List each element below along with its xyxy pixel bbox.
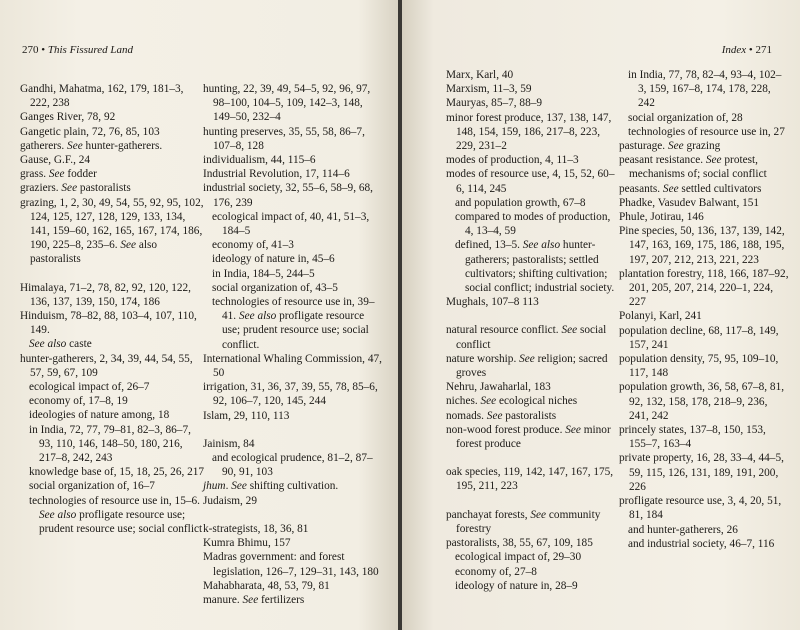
index-entry: profligate resource use, 3, 4, 20, 51, 81, 184 <box>619 495 782 522</box>
right-page-number: 271 <box>755 44 772 56</box>
index-entry: private property, 16, 28, 33–4, 44–5, 59, 115, 126, 131, 189, 191, 200, 226 <box>619 452 784 493</box>
book-title: This Fissured Land <box>47 44 134 56</box>
index-column-left-1 <box>20 82 205 536</box>
index-entry: hunting, 22, 39, 49, 54–5, 92, 96, 97, 98–100, 104–5, 109, 142–3, 148, 149–50, 232–4 <box>203 83 371 124</box>
right-page <box>402 0 800 630</box>
index-entry: grazing, 1, 2, 30, 49, 54, 55, 92, 95, 102, 124, 125, 127, 128, 129, 133, 134, 141, 159–60, 162, 165, 167, 174, 186, 190, 225–8, 235–6. See also pastoralists <box>20 196 204 266</box>
index-subentry: economy of, 27–8 <box>455 565 537 578</box>
index-entry: minor forest produce, 137, 138, 147, 148, 154, 159, 186, 217–8, 223, 229, 231–2 <box>446 111 612 153</box>
index-subentry: social organization of, 28 <box>628 111 743 124</box>
index-entry: Phadke, Vasudev Balwant, 151 <box>619 196 760 209</box>
index-entry: Industrial Revolution, 17, 114–6 <box>203 168 350 181</box>
index-subentry: knowledge base of, 15, 18, 25, 26, 217 <box>29 466 205 479</box>
index-entry: population growth, 36, 58, 67–8, 81, 92, 132, 158, 178, 218–9, 236, 241, 242 <box>619 381 785 422</box>
index-subentry: defined, 13–5. See also hunter-gatherers; pastoralists; settled cultivators; shifting cultivation; social conflict; industrial society. <box>455 239 615 295</box>
header-separator: • <box>41 44 46 56</box>
index-subentry: compared to modes of production, 4, 13–4, 59 <box>455 211 611 238</box>
index-entry: pasturage. See grazing <box>619 140 721 153</box>
index-subentry: technologies of resource use in, 27 <box>628 125 785 138</box>
index-entry: Mauryas, 85–7, 88–9 <box>446 97 543 110</box>
index-entry: natural resource conflict. See social conflict <box>446 324 607 351</box>
index-entry: Ganges River, 78, 92 <box>20 111 116 124</box>
left-page-number: 270 <box>22 44 39 56</box>
index-section-gap <box>446 309 616 323</box>
index-entry: industrial society, 32, 55–6, 58–9, 68, 176, 239 <box>203 182 373 209</box>
index-subentry: economy of, 17–8, 19 <box>29 395 128 408</box>
index-entry: Kumra Bhimu, 157 <box>203 537 291 550</box>
index-section-gap <box>446 451 616 465</box>
index-subentry: and hunter-gatherers, 26 <box>628 523 738 536</box>
index-subentry: in India, 72, 77, 79–81, 82–3, 86–7, 93, 110, 146, 148–50, 180, 216, 217–8, 242, 243 <box>29 423 191 465</box>
index-entry: plantation forestry, 118, 166, 187–92, 201, 205, 207, 214, 220–1, 224, 227 <box>619 267 789 309</box>
index-entry: Phule, Jotirau, 146 <box>619 211 704 224</box>
index-entry: Jainism, 84 <box>203 437 255 450</box>
index-entry: Polanyi, Karl, 241 <box>619 310 702 323</box>
index-subentry: and ecological prudence, 81–2, 87–90, 91, 103 <box>212 452 373 479</box>
index-entry: hunting preserves, 35, 55, 58, 86–7, 107–8, 128 <box>203 125 365 152</box>
index-subentry: and industrial society, 46–7, 116 <box>628 537 775 550</box>
left-page <box>0 0 398 630</box>
index-subentry: ecological impact of, 29–30 <box>455 551 582 564</box>
index-entry: hunter-gatherers, 2, 34, 39, 44, 54, 55, 57, 59, 67, 109 <box>20 352 193 379</box>
index-column-right-1 <box>446 68 616 593</box>
index-section-gap <box>446 494 616 508</box>
index-column-right-2 <box>619 68 789 551</box>
index-subentry: in India, 184–5, 244–5 <box>212 267 315 280</box>
index-entry: Nehru, Jawaharlal, 183 <box>446 381 551 394</box>
index-entry: Mahabharata, 48, 53, 79, 81 <box>203 579 330 592</box>
index-entry: gatherers. See hunter-gatherers. <box>20 139 163 152</box>
index-column-left-2 <box>203 82 383 607</box>
index-subentry: technologies of resource use in, 15–6. See also profligate resource use; prudent resource use; social conflict <box>29 494 203 536</box>
index-entry: irrigation, 31, 36, 37, 39, 55, 78, 85–6, 92, 106–7, 120, 145, 244 <box>203 381 378 408</box>
index-entry: oak species, 119, 142, 147, 167, 175, 195, 211, 223 <box>446 466 614 493</box>
index-entry: Madras government: and forest legislation, 126–7, 129–31, 143, 180 <box>203 551 379 578</box>
index-entry: pastoralists, 38, 55, 67, 109, 185 <box>446 537 593 550</box>
index-entry: nature worship. See religion; sacred groves <box>446 352 608 380</box>
index-entry: niches. See ecological niches <box>446 395 578 408</box>
index-entry: modes of production, 4, 11–3 <box>446 154 579 167</box>
index-subentry: ecological impact of, 40, 41, 51–3, 184–5 <box>212 210 370 238</box>
index-entry: grass. See fodder <box>20 168 97 181</box>
index-entry: population decline, 68, 117–8, 149, 157, 241 <box>619 324 779 351</box>
index-entry: International Whaling Commission, 47, 50 <box>203 352 382 380</box>
index-entry: Marxism, 11–3, 59 <box>446 83 532 96</box>
index-entry: manure. See fertilizers <box>203 593 305 606</box>
index-label: Index <box>721 44 747 56</box>
index-entry: k-strategists, 18, 36, 81 <box>203 522 309 535</box>
index-subentry: ideologies of nature among, 18 <box>29 409 170 422</box>
index-entry: Gangetic plain, 72, 76, 85, 103 <box>20 125 160 138</box>
right-running-header <box>722 44 772 56</box>
header-separator: • <box>748 44 753 56</box>
index-entry: princely states, 137–8, 150, 153, 155–7, 163–4 <box>619 424 766 451</box>
index-entry: Gandhi, Mahatma, 162, 179, 181–3, 222, 238 <box>20 83 184 110</box>
index-entry: individualism, 44, 115–6 <box>203 154 316 167</box>
index-subentry: social organization of, 16–7 <box>29 480 155 493</box>
index-entry: non-wood forest produce. See minor forest produce <box>446 423 611 451</box>
index-subentry: social organization of, 43–5 <box>212 281 338 294</box>
index-subentry: in India, 77, 78, 82–4, 93–4, 102–3, 159, 167–8, 174, 178, 228, 242 <box>628 69 782 110</box>
index-entry: jhum. See shifting cultivation. <box>203 480 339 493</box>
index-section-gap <box>203 423 383 437</box>
index-subentry: ideology of nature in, 28–9 <box>455 579 578 592</box>
index-entry: panchayat forests, See community forestry <box>446 508 601 535</box>
index-entry: Pine species, 50, 136, 137, 139, 142, 147, 163, 169, 175, 186, 188, 195, 197, 207, 212, 213, 221, 223 <box>619 225 785 266</box>
index-entry: Himalaya, 71–2, 78, 82, 92, 120, 122, 136, 137, 139, 150, 174, 186 <box>20 281 192 308</box>
index-entry: Mughals, 107–8 113 <box>446 296 539 309</box>
index-subentry: ideology of nature in, 45–6 <box>212 253 335 266</box>
index-entry: graziers. See pastoralists <box>20 182 131 195</box>
index-entry: modes of resource use, 4, 15, 52, 60–6, 114, 245 <box>446 168 615 195</box>
index-subentry: and population growth, 67–8 <box>455 196 586 209</box>
index-entry: nomads. See pastoralists <box>446 409 557 422</box>
index-subentry: ecological impact of, 26–7 <box>29 381 150 394</box>
left-running-header <box>22 44 133 56</box>
index-section-gap <box>203 508 383 522</box>
index-entry: peasants. See settled cultivators <box>619 182 762 195</box>
index-entry: population density, 75, 95, 109–10, 117, 148 <box>619 353 779 380</box>
index-entry: Islam, 29, 110, 113 <box>203 409 290 422</box>
index-entry: Judaism, 29 <box>203 494 257 507</box>
index-section-gap <box>20 267 205 281</box>
index-subentry: technologies of resource use in, 39–41. See also profligate resource use; prudent resource use; social conflict. <box>212 296 375 351</box>
index-entry: Marx, Karl, 40 <box>446 69 514 81</box>
index-entry: peasant resistance. See protest, mechanisms of; social conflict <box>619 154 767 181</box>
index-subentry: economy of, 41–3 <box>212 239 294 252</box>
index-entry: Gause, G.F., 24 <box>20 154 91 167</box>
index-entry: Hinduism, 78–82, 88, 103–4, 107, 110, 149. <box>20 310 197 337</box>
index-subentry: See also caste <box>29 338 92 351</box>
